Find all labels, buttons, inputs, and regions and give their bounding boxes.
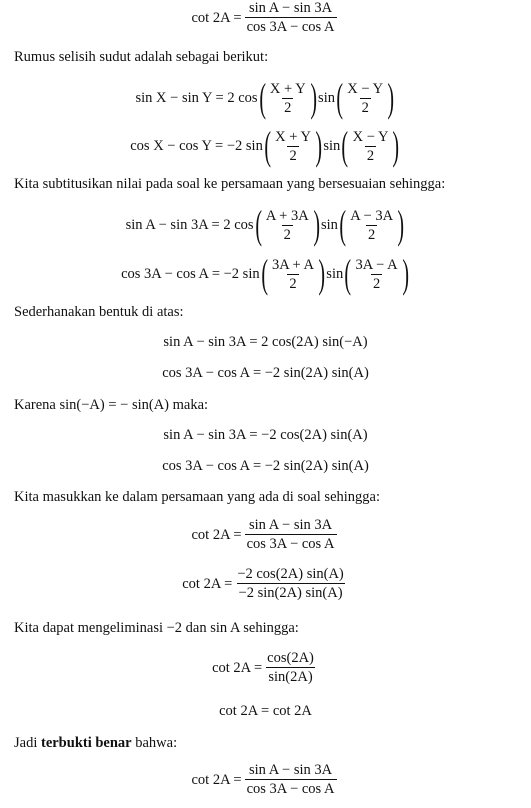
- equation-rumus-1: [0, 75, 531, 120]
- fraction-numerator: sin A − sin 3A: [248, 0, 333, 16]
- text-jadi-bold: terbukti benar: [40, 735, 132, 751]
- equation-simplified-2: [0, 365, 531, 381]
- fraction-numerator: X − Y: [352, 128, 389, 145]
- equation-eliminasi-1: [0, 650, 531, 685]
- equation-text: cos 3A − cos A = −2 sin(2A) sin(A): [162, 458, 369, 474]
- text-rumus: Rumus selisih sudut adalah sebagai berikut:: [14, 49, 269, 65]
- fraction-numerator: −2 cos(2A) sin(A): [237, 566, 344, 582]
- text-masukkan: Kita masukkan ke dalam persamaan yang ada di soal sehingga:: [14, 489, 381, 505]
- paren-fraction: ( $\frac{X - Y}{2}$ ): [341, 123, 400, 168]
- paren-fraction: ( $\frac{X + Y}{2}$ ): [264, 123, 323, 168]
- equation-simplified-1: [0, 334, 531, 350]
- equation-karena-1: [0, 427, 531, 443]
- fraction-denominator: 2: [284, 99, 292, 116]
- equation-lhs: cos 3A − cos A = −2 sin: [121, 266, 260, 282]
- paren-fraction: ( $\frac{3A + A}{2}$ ): [260, 251, 325, 296]
- fraction: [265, 650, 316, 685]
- fraction-numerator: A + 3A: [265, 207, 309, 224]
- fraction-numerator: A − 3A: [350, 207, 394, 224]
- fraction-denominator: 2: [366, 147, 375, 164]
- fraction-numerator: cos(2A): [267, 650, 314, 666]
- text-sederhanakan: Sederhanakan bentuk di atas:: [14, 304, 184, 320]
- fraction: [245, 0, 337, 35]
- paren-fraction: ( $\frac{A + 3A}{2}$ ): [254, 202, 320, 247]
- text-jadi: [14, 734, 177, 752]
- fraction-denominator: 2: [283, 226, 291, 243]
- text-subtitusi: Kita subtitusikan nilai pada soal ke persamaan yang bersesuaian sehingga:: [14, 176, 446, 192]
- equation-text: sin A − sin 3A = 2 cos(2A) sin(−A): [163, 334, 368, 350]
- fraction-numerator: X + Y: [275, 128, 312, 145]
- equation-lhs: sin A − sin 3A = 2 cos: [125, 217, 254, 233]
- fraction-denominator: cos 3A − cos A: [246, 536, 335, 552]
- equation-initial: [0, 0, 531, 35]
- fraction: [245, 517, 337, 552]
- fraction-denominator: cos 3A − cos A: [246, 781, 335, 797]
- fraction-denominator: cos 3A − cos A: [246, 19, 335, 35]
- equation-lhs: cot 2A =: [191, 771, 242, 788]
- fraction-numerator: sin A − sin 3A: [248, 517, 333, 533]
- equation-text: sin A − sin 3A = −2 cos(2A) sin(A): [163, 427, 368, 443]
- equation-lhs: cot 2A =: [212, 659, 263, 676]
- paren-fraction: ( $\frac{X + Y}{2}$ ): [258, 75, 317, 120]
- equation-masukkan-1: [0, 517, 531, 552]
- fraction-numerator: X − Y: [347, 80, 384, 97]
- equation-subst-2: [0, 251, 531, 296]
- text-jadi-post: bahwa:: [131, 735, 178, 751]
- equation-mid: sin: [323, 138, 341, 154]
- equation-text: cos 3A − cos A = −2 sin(2A) sin(A): [162, 365, 369, 381]
- equation-rumus-2: [0, 123, 531, 168]
- paren-fraction: ( $\frac{A - 3A}{2}$ ): [339, 202, 405, 247]
- equation-lhs: cot 2A =: [191, 9, 242, 26]
- equation-eliminasi-2: [0, 703, 531, 719]
- fraction-denominator: 2: [289, 275, 297, 292]
- equation-lhs: cos X − cos Y = −2 sin: [130, 138, 263, 154]
- fraction-denominator: 2: [372, 275, 381, 292]
- text-eliminasi: Kita dapat mengeliminasi −2 dan sin A sehingga:: [14, 620, 299, 636]
- fraction-denominator: 2: [289, 147, 297, 164]
- text-karena: Karena sin(−A) = − sin(A) maka:: [14, 397, 209, 413]
- fraction: [245, 762, 337, 797]
- equation-mid: sin: [318, 90, 335, 106]
- text-jadi-pre: Jadi: [14, 735, 41, 751]
- fraction-numerator: X + Y: [269, 80, 306, 97]
- equation-mid: sin: [326, 266, 344, 282]
- equation-text: cot 2A = cot 2A: [219, 703, 312, 719]
- equation-lhs: cot 2A =: [182, 575, 233, 592]
- equation-lhs: sin X − sin Y = 2 cos: [135, 90, 258, 106]
- fraction-denominator: −2 sin(2A) sin(A): [238, 585, 343, 601]
- fraction-denominator: 2: [361, 99, 369, 116]
- fraction-denominator: 2: [368, 226, 376, 243]
- equation-final: [0, 762, 531, 797]
- equation-mid: sin: [321, 217, 338, 233]
- equation-karena-2: [0, 458, 531, 474]
- fraction-numerator: 3A + A: [271, 256, 314, 273]
- fraction: [235, 566, 345, 601]
- paren-fraction: ( $\frac{3A - A}{2}$ ): [344, 251, 409, 296]
- fraction-denominator: sin(2A): [268, 669, 313, 685]
- fraction-numerator: 3A − A: [355, 256, 398, 273]
- fraction-numerator: sin A − sin 3A: [248, 762, 333, 778]
- equation-subst-1: [0, 202, 531, 247]
- paren-fraction: ( $\frac{X - Y}{2}$ ): [336, 75, 395, 120]
- equation-masukkan-2: [0, 566, 531, 601]
- equation-lhs: cot 2A =: [191, 526, 242, 543]
